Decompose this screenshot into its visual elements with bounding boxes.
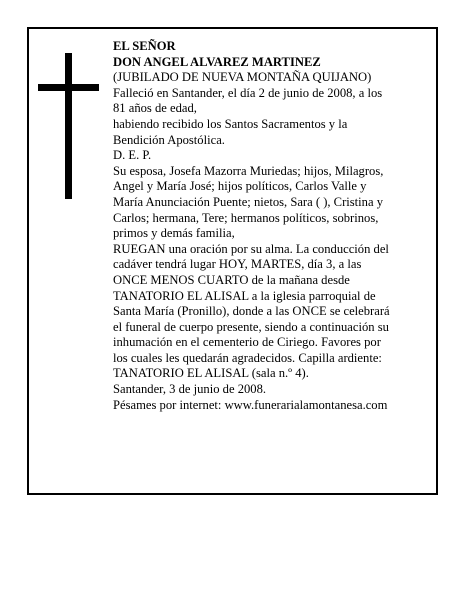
obituary-line: los cuales les quedarán agradecidos. Capilla ardiente: [113,350,382,365]
obituary-line: Falleció en Santander, el día 2 de junio de 2008, a los [113,85,383,100]
obituary-heading: EL SEÑOR [113,39,176,53]
obituary-line: Bendición Apostólica. [113,132,225,147]
obituary-line: (JUBILADO DE NUEVA MONTAÑA QUIJANO) [113,70,372,85]
obituary-line: Carlos; hermana, Tere; hermanos políticos, sobrinos, [113,210,379,225]
obituary-line: Su esposa, Josefa Mazorra Muriedas; hijos, Milagros, [113,163,384,178]
obituary-line: Pésames por internet: www.funerarialamontanesa.com [113,397,388,412]
deceased-name: DON ANGEL ALVAREZ MARTINEZ [113,54,321,69]
obituary-text [113,39,435,413]
obituary-line: ONCE MENOS CUARTO de la mañana desde [113,272,350,287]
obituary-line: Santander, 3 de junio de 2008. [113,382,267,397]
obituary-line: primos y demás familia, [113,226,235,241]
obituary-line: TANATORIO EL ALISAL a la iglesia parroquial de [113,288,376,303]
cross-icon-horizontal-bar [38,84,99,91]
obituary-line: cadáver tendrá lugar HOY, MARTES, día 3, a las [113,257,362,272]
obituary-line: Angel y María José; hijos políticos, Carlos Valle y [113,179,367,194]
cross-icon-vertical-bar [65,53,72,199]
obituary-line: inhumación en el cementerio de Ciriego. Favores por [113,335,381,350]
obituary-line: Santa María (Pronillo), donde a las ONCE se celebrará [113,304,390,319]
obituary-line: RUEGAN una oración por su alma. La conducción del [113,241,389,256]
obituary-line: habiendo recibido los Santos Sacramentos y la [113,116,348,131]
obituary-line: D. E. P. [113,148,152,163]
obituary-line: TANATORIO EL ALISAL (sala n.º 4). [113,366,309,381]
obituary-line: María Anunciación Puente; nietos, Sara ( ), Cristina y [113,194,384,209]
obituary-line: 81 años de edad, [113,101,197,116]
obituary-line: el funeral de cuerpo presente, siendo a continuación su [113,319,389,334]
